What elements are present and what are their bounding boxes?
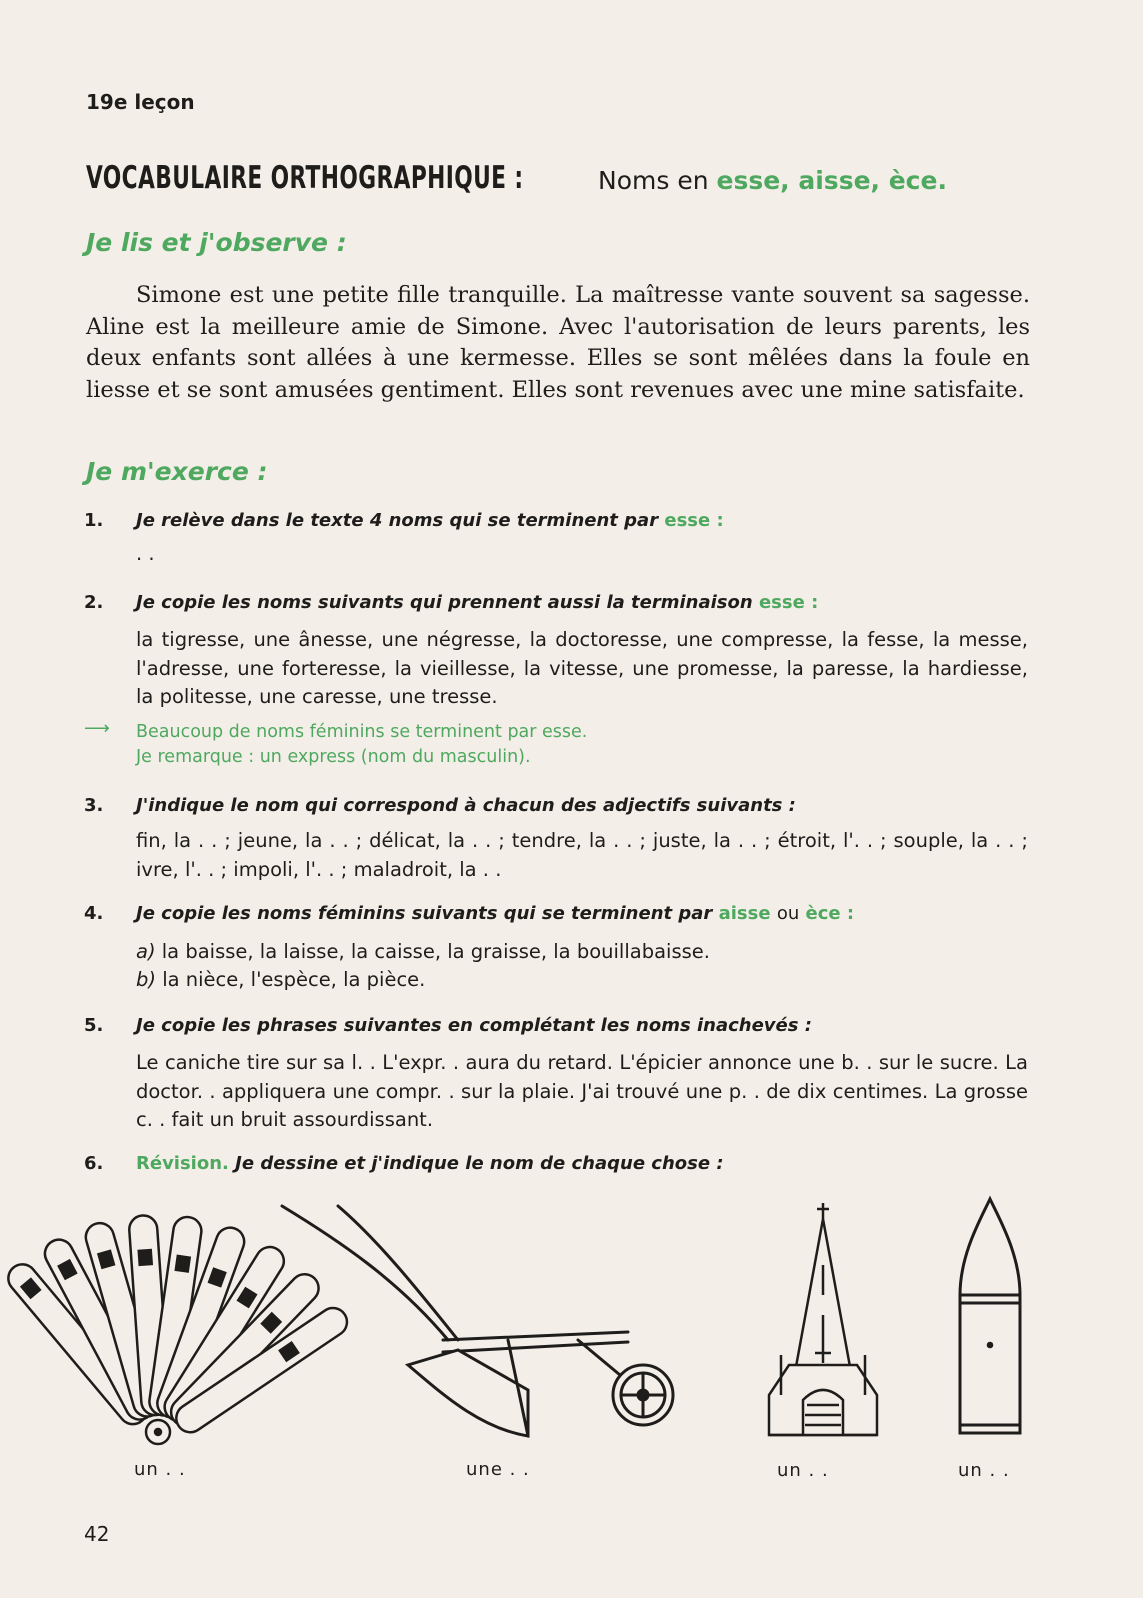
title-main: VOCABULAIRE ORTHOGRAPHIQUE : <box>86 160 524 196</box>
exercise-1-number: 1. <box>84 510 104 531</box>
exercise-4-mid: ou <box>776 903 800 924</box>
caption-plough: une . . <box>466 1459 530 1480</box>
exercise-4-item-a <box>136 938 1028 967</box>
reading-text: Simone est une petite fille tranquille. La maîtresse vante souvent sa sagesse. Aline est la meilleure amie de Simone. Avec l'autorisation de leurs parents, les deux enfants sont allées à une kermesse. Elles se sont mêlées dans la foule en liesse et se sont amusées gentiment. Elles sont revenues avec une mine satisfaite. <box>86 282 1030 403</box>
caption-church: un . . <box>777 1460 829 1481</box>
exercise-4-highlight-1: aisse <box>718 903 771 924</box>
lesson-number: 19e leçon <box>86 90 195 114</box>
exercise-3-number: 3. <box>84 795 104 816</box>
exercise-6-highlight: Révision. <box>136 1153 229 1174</box>
exercise-4-text-b: la nièce, l'espèce, la pièce. <box>162 968 426 991</box>
exercise-2-instruction <box>136 592 818 613</box>
page-title <box>86 160 1086 196</box>
exercise-2-number: 2. <box>84 592 104 613</box>
exercise-2-note-2: Je remarque : un express (nom du masculin). <box>136 747 531 767</box>
exercise-6-text: Je dessine et j'indique le nom de chaque chose : <box>235 1153 724 1174</box>
exercise-4-highlight-2: èce : <box>805 903 855 924</box>
exercise-4-text-a: la baisse, la laisse, la caisse, la graisse, la bouillabaisse. <box>161 940 710 963</box>
exercise-4-label-b: b) <box>136 968 156 991</box>
exercise-4-text: Je copie les noms féminins suivants qui se terminent par <box>136 903 713 924</box>
exercise-4-instruction <box>136 903 854 924</box>
exercise-1-highlight: esse : <box>664 510 724 531</box>
exercise-2-highlight: esse : <box>758 592 819 613</box>
church-drawing-icon <box>765 1195 885 1445</box>
exercise-5-instruction: Je copie les phrases suivantes en complétant les noms inachevés : <box>136 1015 812 1036</box>
exercise-1-body: . . <box>136 542 155 565</box>
caption-fan: un . . <box>134 1459 186 1480</box>
exercise-5-number: 5. <box>84 1015 104 1036</box>
exercise-4-label-a: a) <box>136 940 156 963</box>
exercise-2-note-1: Beaucoup de noms féminins se terminent par esse. <box>136 722 588 742</box>
exercise-4-item-b <box>136 966 1028 995</box>
title-sub-highlight: esse, aisse, èce. <box>716 166 947 195</box>
exercise-6-instruction <box>136 1153 724 1174</box>
section-heading-exercise: Je m'exerce : <box>86 457 268 486</box>
exercise-4-number: 4. <box>84 903 104 924</box>
title-subtitle <box>598 166 947 195</box>
exercise-2-body: la tigresse, une ânesse, une négresse, la doctoresse, une compresse, la fesse, la messe, l'adresse, une forteresse, la vieillesse, la vitesse, une promesse, la paresse, la hardiesse, la politesse, une caresse, une tresse. <box>136 628 1028 708</box>
caption-shell: un . . <box>958 1460 1010 1481</box>
exercise-6-number: 6. <box>84 1153 104 1174</box>
page-number: 42 <box>84 1522 110 1546</box>
exercise-3-instruction: J'indique le nom qui correspond à chacun des adjectifs suivants : <box>136 795 796 816</box>
exercise-5-body: Le caniche tire sur sa l. . L'expr. . aura du retard. L'épicier annonce une b. . sur le sucre. La doctor. . appliquera une compr. . sur la plaie. J'ai trouvé une p. . de dix centimes. La grosse c. . fait un bruit assourdissant. <box>136 1051 1028 1131</box>
shell-drawing-icon <box>950 1195 1030 1445</box>
exercise-3-body: fin, la . . ; jeune, la . . ; délicat, la . . ; tendre, la . . ; juste, la . . ; étroit, l'. . ; souple, la . . ; ivre, l'. . ; impoli, l'. . ; maladroit, la . . <box>136 829 1028 881</box>
exercise-1-instruction <box>136 510 724 531</box>
title-sub-prefix: Noms en <box>598 166 709 195</box>
exercise-1-text: Je relève dans le texte 4 noms qui se terminent par <box>136 510 659 531</box>
arrow-icon: ⟶ <box>84 718 110 739</box>
plough-drawing-icon <box>278 1200 678 1440</box>
exercise-2-text: Je copie les noms suivants qui prennent aussi la terminaison <box>136 592 753 613</box>
section-heading-read: Je lis et j'observe : <box>86 228 347 257</box>
